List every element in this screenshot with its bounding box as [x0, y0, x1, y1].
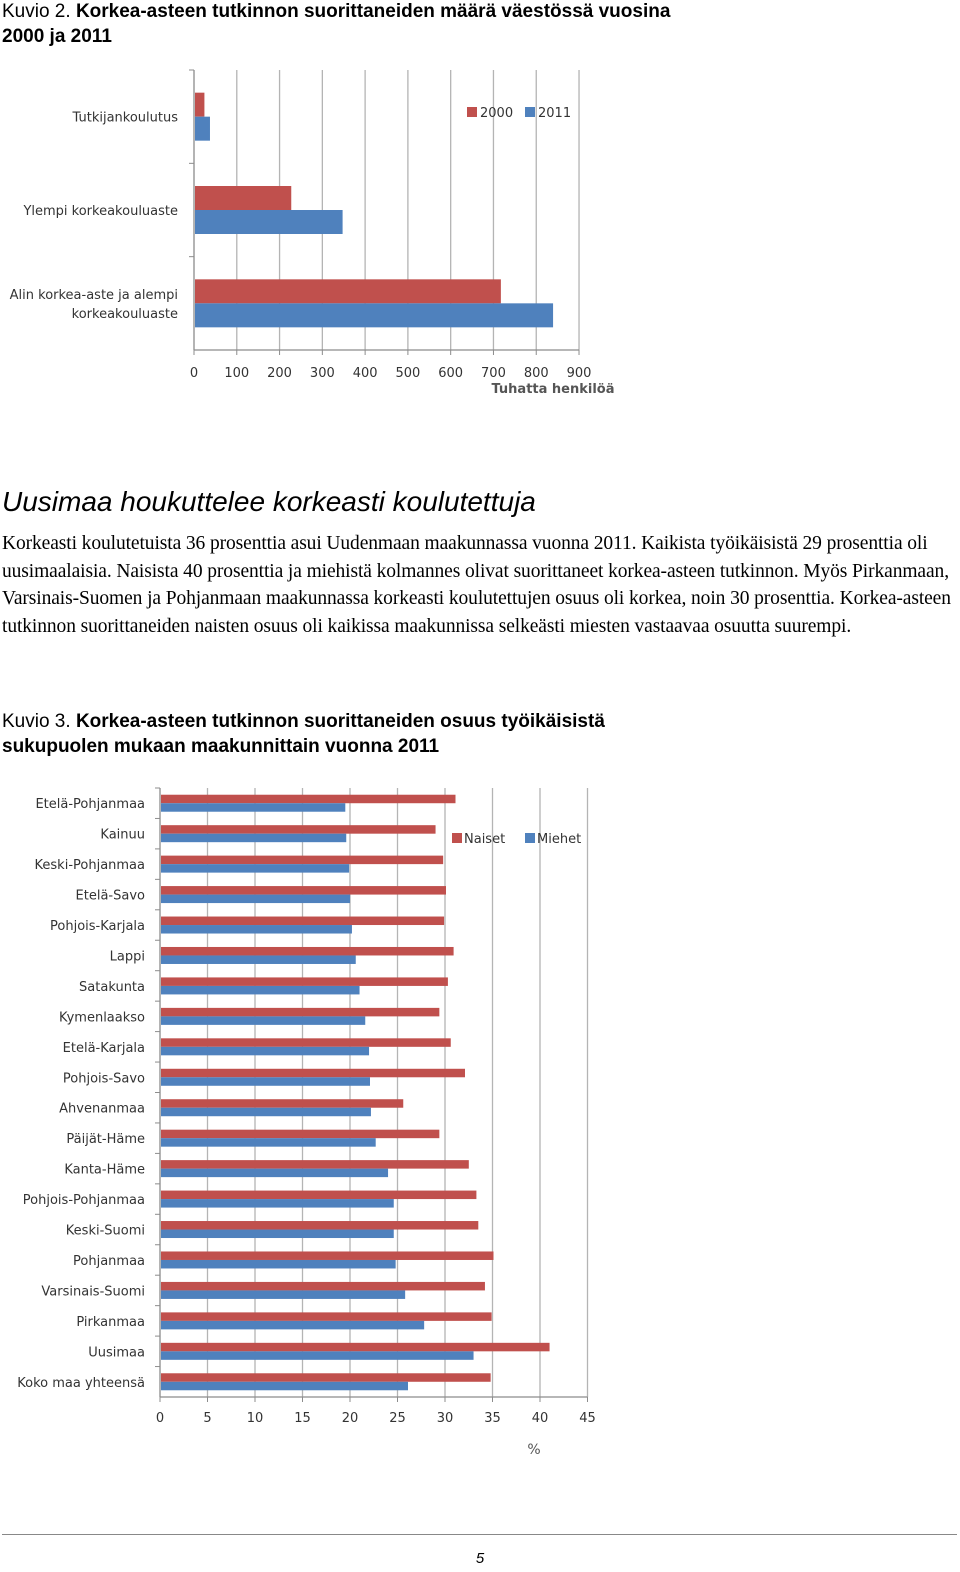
- bar-Naiset-11: [161, 1099, 403, 1108]
- figure-3-chart: [0, 780, 640, 1470]
- bar-Naiset-14: [161, 1191, 476, 1200]
- bar-Naiset-17: [161, 1282, 485, 1291]
- bar-Naiset-3: [161, 856, 443, 865]
- bar-Naiset-8: [161, 1008, 439, 1017]
- legend-swatch-Naiset: [452, 833, 462, 843]
- bar-Naiset-19: [161, 1343, 550, 1352]
- category-label: Alin korkea-aste ja alempi: [9, 287, 178, 303]
- bar-2000-1: [195, 93, 204, 117]
- legend-label-Naiset: Naiset: [464, 832, 506, 847]
- bar-Miehet-6: [161, 955, 356, 964]
- bar-Naiset-5: [161, 917, 444, 926]
- bar-Miehet-5: [161, 925, 352, 934]
- bar-Naiset-12: [161, 1130, 439, 1139]
- bar-Miehet-9: [161, 1047, 369, 1056]
- figure-2-label: Kuvio 2.: [2, 1, 71, 22]
- category-label: Etelä-Pohjanmaa: [35, 797, 145, 813]
- section-paragraph: Korkeasti koulutetuista 36 prosenttia asui Uudenmaan maakunnassa vuonna 2011. Kaikista työikäisistä 29 prosenttia oli uusimaalaisia. Naisista 40 prosenttia ja miehistä kolmannes olivat suorittaneet korkea-asteen tutkinnon. Myös Pirkanmaan, Varsinais-Suomen ja Pohjanmaan maakunnassa korkeasti koulutettujen osuus oli korkea, noin 30 prosenttia. Korkea-asteen tutkinnon suorittaneiden naisten osuus oli kaikissa maakunnissa selkeästi miesten vastaavaa osuutta suurempi.: [2, 533, 951, 637]
- category-label: Pohjois-Pohjanmaa: [22, 1193, 145, 1209]
- category-label: Kanta-Häme: [64, 1162, 145, 1178]
- legend-swatch-2000: [467, 107, 477, 117]
- category-label: Etelä-Savo: [75, 888, 145, 904]
- x-tick-label: 20: [341, 1411, 359, 1426]
- bar-Naiset-15: [161, 1221, 478, 1230]
- bar-Miehet-7: [161, 986, 360, 995]
- bar-Miehet-4: [161, 895, 350, 904]
- bar-Miehet-3: [161, 864, 349, 873]
- bar-Miehet-15: [161, 1230, 394, 1239]
- bar-Miehet-1: [161, 803, 345, 812]
- bar-Miehet-2: [161, 834, 346, 843]
- bar-Naiset-6: [161, 947, 454, 956]
- bar-Naiset-18: [161, 1312, 492, 1321]
- section-heading: Uusimaa houkuttelee korkeasti koulutettuja: [2, 486, 536, 517]
- figure-2-title: Korkea-asteen tutkinnon suorittaneiden määrä väestössä vuosina 2000 ja 2011: [2, 1, 671, 47]
- x-tick-label: 25: [389, 1411, 406, 1426]
- bar-Miehet-14: [161, 1199, 394, 1208]
- x-tick-label: 10: [246, 1411, 264, 1426]
- x-tick-label: 100: [224, 366, 250, 381]
- bar-2000-2: [195, 186, 291, 210]
- legend-swatch-2011: [525, 107, 535, 117]
- bar-Miehet-18: [161, 1321, 424, 1330]
- category-label: Pohjois-Savo: [62, 1071, 145, 1087]
- x-tick-label: 600: [438, 366, 464, 381]
- figure-2-caption: [2, 0, 702, 49]
- bar-Naiset-9: [161, 1038, 451, 1047]
- category-label: Satakunta: [79, 979, 145, 995]
- legend-label-2011: 2011: [538, 106, 572, 121]
- category-label: korkeakouluaste: [71, 306, 178, 322]
- bar-Miehet-11: [161, 1108, 371, 1117]
- category-label: Pohjois-Karjala: [50, 919, 145, 935]
- bar-Miehet-16: [161, 1260, 396, 1269]
- x-tick-label: 500: [395, 366, 421, 381]
- category-label: Pohjanmaa: [73, 1253, 145, 1269]
- page-number: 5: [475, 1550, 485, 1567]
- x-tick-label: 200: [267, 366, 292, 381]
- x-tick-label: 900: [566, 366, 592, 381]
- footer-rule: [2, 1534, 957, 1535]
- x-tick-label: 15: [294, 1411, 311, 1426]
- x-tick-label: 700: [481, 366, 506, 381]
- figure-2-chart: [0, 60, 640, 405]
- bar-2011-1: [195, 117, 210, 141]
- category-label: Tutkijankoulutus: [72, 110, 178, 126]
- x-tick-label: 35: [484, 1411, 501, 1426]
- legend-swatch-Miehet: [525, 833, 535, 843]
- bar-Naiset-13: [161, 1160, 469, 1169]
- bar-Naiset-1: [161, 795, 456, 804]
- category-label: Ahvenanmaa: [59, 1101, 145, 1117]
- x-tick-label: 800: [523, 366, 549, 381]
- bar-Miehet-20: [161, 1382, 408, 1391]
- x-tick-label: 5: [203, 1411, 212, 1426]
- bar-Naiset-7: [161, 977, 448, 986]
- x-tick-label: 0: [155, 1411, 165, 1426]
- bar-Naiset-10: [161, 1069, 465, 1078]
- x-tick-label: 400: [352, 366, 378, 381]
- x-tick-label: 0: [189, 366, 199, 381]
- x-tick-label: 300: [309, 366, 335, 381]
- x-tick-label: 45: [579, 1411, 596, 1426]
- category-label: Uusimaa: [88, 1345, 145, 1361]
- x-axis-title: %: [527, 1442, 541, 1458]
- bar-Miehet-10: [161, 1077, 370, 1086]
- bar-Miehet-12: [161, 1138, 376, 1147]
- x-axis-title: Tuhatta henkilöä: [491, 382, 615, 397]
- bar-Miehet-19: [161, 1351, 474, 1360]
- category-label: Ylempi korkeakouluaste: [23, 204, 178, 219]
- category-label: Kainuu: [100, 827, 145, 843]
- category-label: Lappi: [109, 949, 145, 965]
- category-label: Varsinais-Suomi: [41, 1284, 145, 1300]
- bar-Naiset-16: [161, 1251, 494, 1260]
- legend-label-2000: 2000: [480, 106, 514, 121]
- category-label: Keski-Pohjanmaa: [34, 858, 145, 874]
- bar-Miehet-13: [161, 1169, 388, 1178]
- bar-2011-3: [195, 303, 553, 327]
- legend-label-Miehet: Miehet: [537, 832, 582, 847]
- bar-2000-3: [195, 279, 501, 303]
- category-label: Pirkanmaa: [76, 1314, 145, 1330]
- figure-3-label: Kuvio 3.: [2, 711, 71, 732]
- bar-Naiset-2: [161, 825, 436, 834]
- bar-Miehet-17: [161, 1290, 405, 1299]
- figure-3-caption: [2, 709, 702, 759]
- bar-Naiset-4: [161, 886, 446, 895]
- x-tick-label: 40: [531, 1411, 549, 1426]
- x-tick-label: 30: [436, 1411, 454, 1426]
- bar-Naiset-20: [161, 1373, 491, 1382]
- category-label: Kymenlaakso: [59, 1010, 145, 1026]
- category-label: Koko maa yhteensä: [17, 1375, 145, 1391]
- bar-2011-2: [195, 210, 343, 234]
- category-label: Päijät-Häme: [66, 1132, 145, 1148]
- bar-Miehet-8: [161, 1016, 365, 1025]
- category-label: Keski-Suomi: [65, 1223, 145, 1239]
- category-label: Etelä-Karjala: [62, 1040, 145, 1056]
- figure-3-title: Korkea-asteen tutkinnon suorittaneiden osuus työikäisistä sukupuolen mukaan maakunnittain vuonna 2011: [2, 711, 605, 757]
